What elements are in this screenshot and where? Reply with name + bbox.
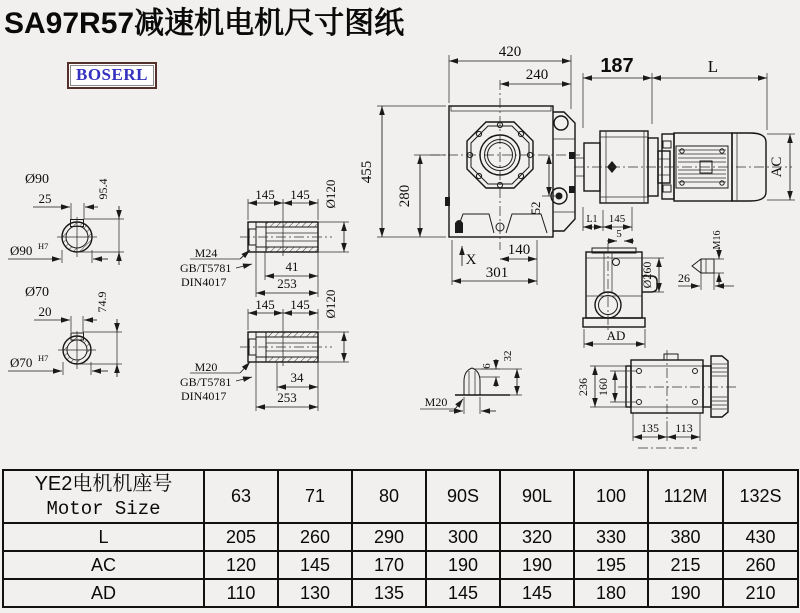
header-en: Motor Size	[46, 498, 161, 520]
gearbox-front-dimensions	[359, 44, 571, 285]
table-row-ad	[3, 579, 798, 607]
sideview-l1: L1	[586, 214, 598, 225]
dim-ac: AC	[769, 156, 785, 178]
dim-301: 301	[485, 265, 509, 281]
row-label-l: L	[3, 523, 204, 551]
shaft90-bore: Ø90	[10, 243, 33, 258]
table-cell: 190	[500, 551, 574, 579]
sleeve1-dia: Ø120	[323, 179, 338, 209]
sideview-dia260: Ø260	[640, 261, 654, 289]
gearbox-side-view	[583, 207, 664, 348]
table-cell: 430	[723, 523, 798, 551]
bolt-m20-len: 32	[502, 350, 514, 362]
table-col-90l: 90L	[500, 470, 574, 523]
sleeve1-w1: 145	[255, 187, 275, 202]
dim-187: 187	[600, 55, 634, 77]
shaft70-bore-tol: H7	[38, 353, 49, 363]
table-cell: 260	[278, 523, 352, 551]
shaft90-height: 95.4	[96, 178, 110, 200]
bolt-m20	[420, 351, 522, 415]
shaft70-bore: Ø70	[10, 355, 33, 370]
table-cell: 190	[426, 551, 500, 579]
dim-l: L	[707, 57, 719, 76]
table-col-71: 71	[278, 470, 352, 523]
shaft90-key-width: 25	[38, 191, 52, 206]
table-cell: 145	[500, 579, 574, 607]
dim-x: X	[465, 252, 477, 268]
table-col-112m: 112M	[648, 470, 723, 523]
motor-side-view	[574, 131, 792, 203]
gearbox-top-view	[576, 350, 736, 448]
dim-455: 455	[359, 160, 375, 184]
dim-140: 140	[507, 242, 531, 258]
sideview-ad: AD	[606, 328, 626, 343]
sleeve2-dia: Ø120	[323, 289, 338, 319]
shaft90-label: Ø90	[24, 172, 50, 187]
sleeve2-std2: DIN4017	[181, 389, 227, 403]
sleeve1-std1: GB/T5781	[180, 261, 232, 275]
sleeve2-w1: 145	[255, 297, 275, 312]
table-cell: 215	[648, 551, 723, 579]
table-cell: 290	[352, 523, 426, 551]
bolt-m16	[678, 231, 734, 290]
shaft70-height: 74.9	[95, 291, 109, 313]
table-cell: 180	[574, 579, 648, 607]
shaft-section-70	[8, 285, 122, 377]
page-title: SA97R57减速机电机尺寸图纸	[4, 7, 405, 40]
bolt-m16-label: M16	[712, 230, 723, 250]
table-col-80: 80	[352, 470, 426, 523]
table-cell: 145	[278, 551, 352, 579]
dim-420: 420	[498, 44, 522, 60]
table-row-ac	[3, 551, 798, 579]
sleeve2-len: 253	[277, 390, 297, 405]
sleeve1-std2: DIN4017	[181, 275, 227, 289]
bolt-m20-tip: 6	[481, 363, 493, 369]
boserl-logo-text: BOSERL	[76, 65, 148, 84]
sleeve1-screw: M24	[194, 246, 218, 260]
dim-240: 240	[525, 67, 549, 83]
topview-160: 160	[596, 378, 610, 396]
sleeve1-w2: 145	[290, 187, 310, 202]
table-cell: 195	[574, 551, 648, 579]
bolt-m16-len: 26	[678, 271, 690, 285]
table-cell: 260	[723, 551, 798, 579]
sleeve2-depth: 34	[290, 370, 304, 385]
table-cell: 330	[574, 523, 648, 551]
sleeve1-len: 253	[277, 276, 297, 291]
table-cell: 170	[352, 551, 426, 579]
table-cell: 190	[648, 579, 723, 607]
sleeve2-std1: GB/T5781	[180, 375, 232, 389]
table-cell: 110	[204, 579, 278, 607]
table-cell: 120	[204, 551, 278, 579]
table-col-132s: 132S	[723, 470, 798, 523]
table-cell: 130	[278, 579, 352, 607]
table-col-100: 100	[574, 470, 648, 523]
table-cell: 135	[352, 579, 426, 607]
motor-size-table	[2, 469, 799, 608]
shaft90-bore-tol: H7	[38, 241, 49, 251]
sleeve2-w2: 145	[290, 297, 310, 312]
table-col-90s: 90S	[426, 470, 500, 523]
table-header-row	[3, 470, 798, 523]
row-label-ac: AC	[3, 551, 204, 579]
sideview-5: 5	[616, 228, 622, 240]
dim-52: 52	[528, 201, 543, 215]
shaft-section-90	[8, 172, 124, 265]
table-header-motor-size	[3, 470, 204, 523]
topview-113: 113	[675, 421, 693, 435]
table-cell: 380	[648, 523, 723, 551]
table-cell: 205	[204, 523, 278, 551]
table-row-l	[3, 523, 798, 551]
topview-135: 135	[641, 421, 659, 435]
table-cell: 320	[500, 523, 574, 551]
dim-280: 280	[397, 184, 413, 208]
shaft70-label: Ø70	[24, 285, 50, 300]
bolt-m20-label: M20	[424, 395, 448, 409]
sideview-145: 145	[608, 213, 626, 225]
gearbox-front-view	[430, 80, 580, 250]
table-cell: 210	[723, 579, 798, 607]
table-col-63: 63	[204, 470, 278, 523]
table-cell: 300	[426, 523, 500, 551]
hollow-shaft-sleeve-2	[180, 290, 349, 411]
row-label-ad: AD	[3, 579, 204, 607]
table-cell: 145	[426, 579, 500, 607]
topview-236: 236	[576, 378, 590, 396]
sleeve2-screw: M20	[194, 360, 218, 374]
shaft70-key-width: 20	[38, 304, 52, 319]
hollow-shaft-sleeve-1	[180, 180, 349, 297]
header-cn: YE2电机机座号	[34, 473, 173, 495]
sleeve1-depth: 41	[285, 259, 299, 274]
